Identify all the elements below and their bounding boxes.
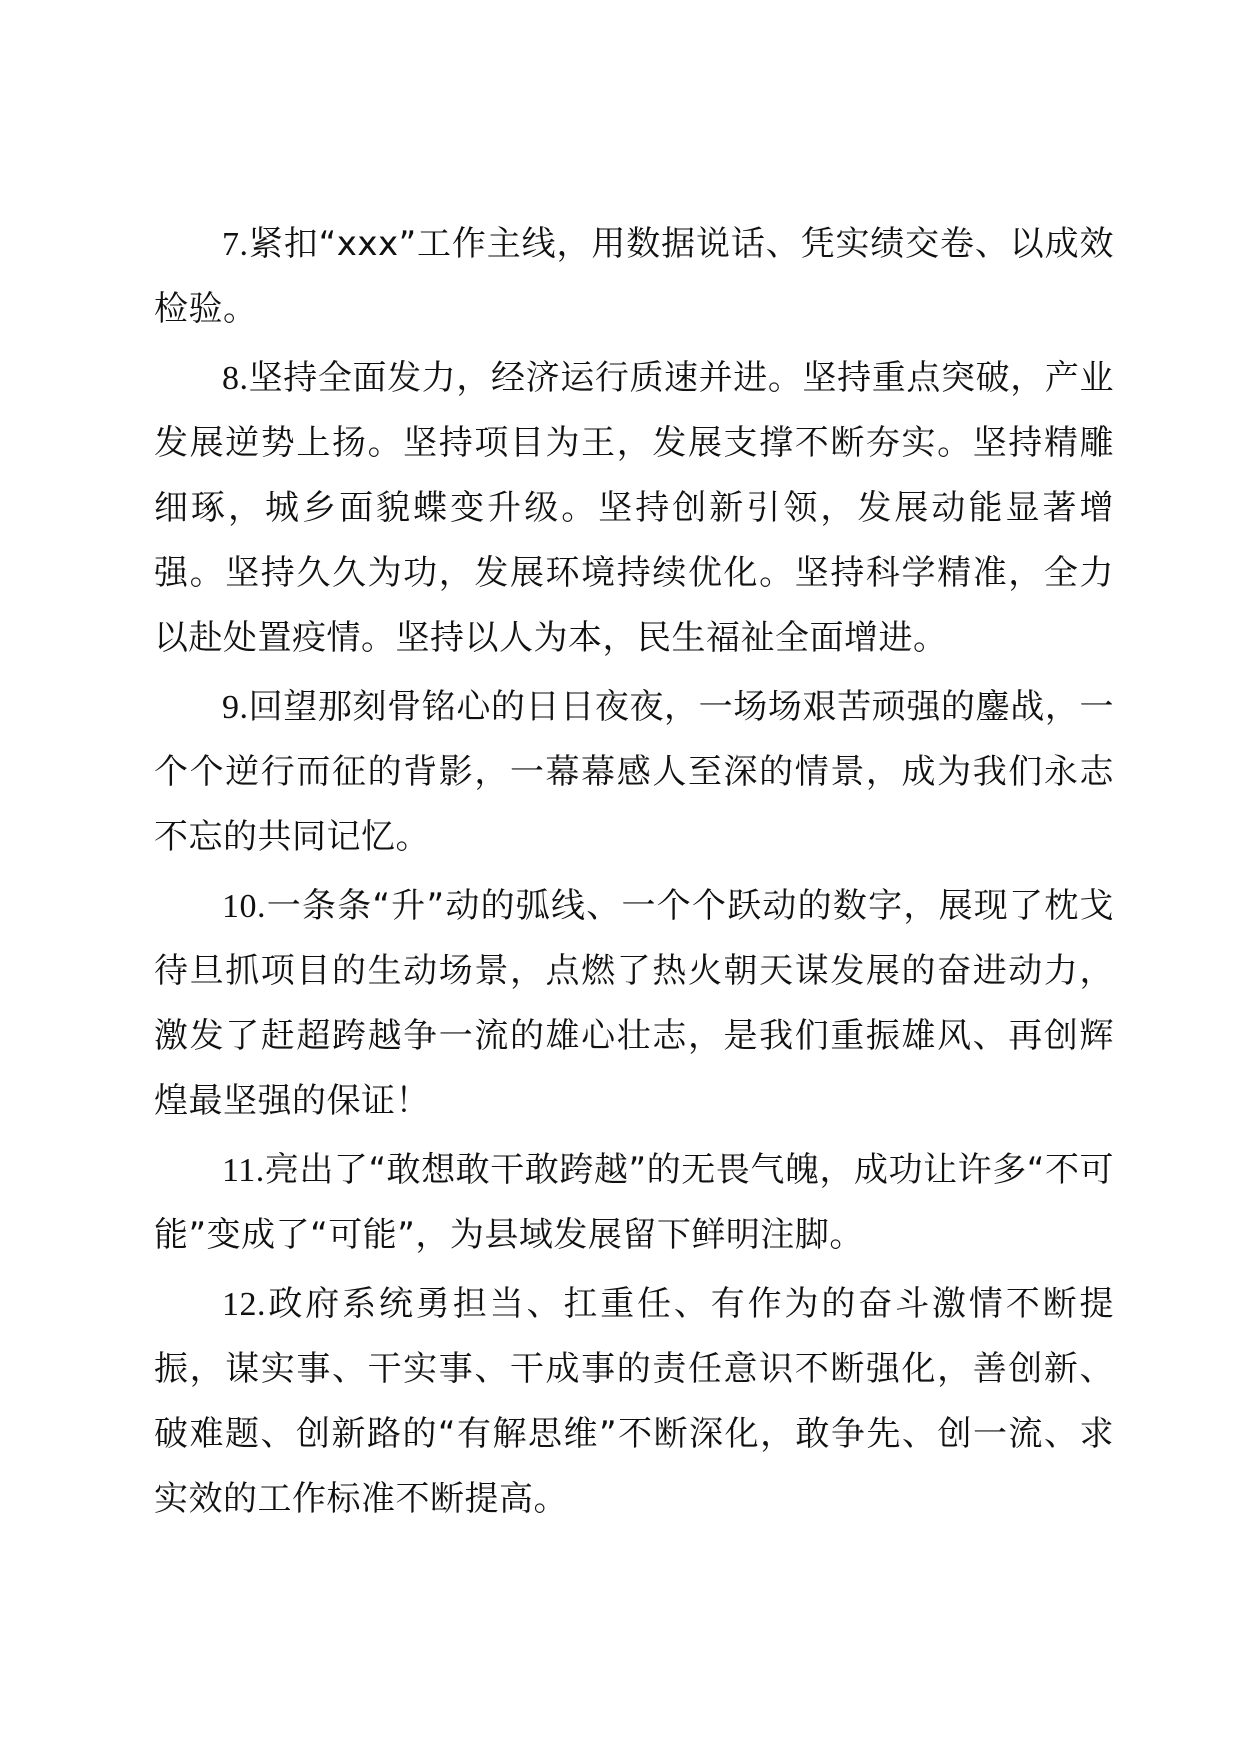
paragraph-number: 12. bbox=[222, 1286, 266, 1323]
paragraph-text: 一条条“升”动的弧线、一个个跃动的数字，展现了枕戈待旦抓项目的生动场景，点燃了热火朝天谋发展的奋进动力，激发了赶超跨越争一流的雄心壮志，是我们重振雄风、再创辉煌最坚强的保证！ bbox=[154, 886, 1114, 1121]
paragraph-10 bbox=[154, 874, 1114, 1134]
paragraph-text: 政府系统勇担当、扛重任、有作为的奋斗激情不断提振，谋实事、干实事、干成事的责任意识不断强化，善创新、破难题、创新路的“有解思维”不断深化，敢争先、创一流、求实效的工作标准不断提高。 bbox=[154, 1284, 1114, 1519]
paragraph-number: 9. bbox=[222, 689, 249, 726]
paragraph-number: 7. bbox=[222, 226, 249, 263]
paragraph-text: 紧扣“xxx”工作主线，用数据说话、凭实绩交卷、以成效检验。 bbox=[154, 224, 1114, 329]
paragraph-11 bbox=[154, 1138, 1114, 1268]
paragraph-text: 回望那刻骨铭心的日日夜夜，一场场艰苦顽强的鏖战，一个个逆行而征的背影，一幕幕感人至深的情景，成为我们永志不忘的共同记忆。 bbox=[154, 687, 1114, 857]
paragraph-number: 10. bbox=[222, 888, 266, 925]
paragraph-number: 11. bbox=[222, 1152, 265, 1189]
paragraph-8 bbox=[154, 346, 1114, 671]
paragraph-12 bbox=[154, 1272, 1114, 1532]
document-body bbox=[154, 212, 1114, 1536]
paragraph-9 bbox=[154, 675, 1114, 870]
paragraph-text: 亮出了“敢想敢干敢跨越”的无畏气魄，成功让许多“不可能”变成了“可能”，为县域发展留下鲜明注脚。 bbox=[154, 1150, 1114, 1255]
paragraph-7 bbox=[154, 212, 1114, 342]
paragraph-number: 8. bbox=[222, 360, 249, 397]
paragraph-text: 坚持全面发力，经济运行质速并进。坚持重点突破，产业发展逆势上扬。坚持项目为王，发展支撑不断夯实。坚持精雕细琢，城乡面貌蝶变升级。坚持创新引领，发展动能显著增强。坚持久久为功，发展环境持续优化。坚持科学精准，全力以赴处置疫情。坚持以人为本，民生福祉全面增进。 bbox=[154, 358, 1114, 658]
